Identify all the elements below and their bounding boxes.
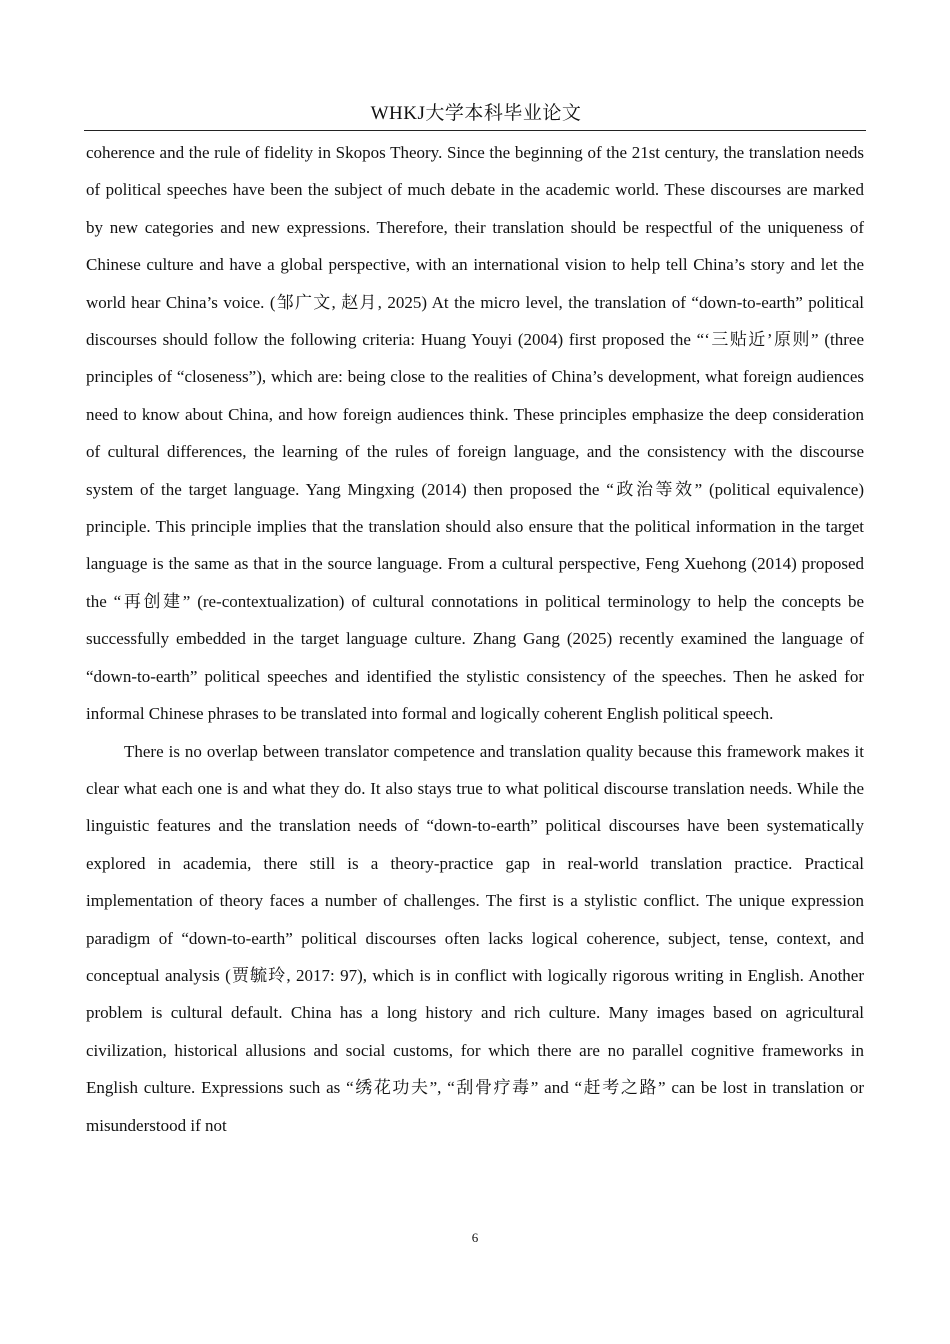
paragraph: There is no overlap between translator competence and translation quality because this framework makes it clear what each one is and what they do. It also stays true to what political discourse translation needs. While the linguistic features and the translation needs of “down-to-earth” political discourses have been systematically explored in academia, there still is a theory-practice gap in real-world translation practice. Practical implementation of theory faces a number of challenges. The first is a stylistic conflict. The unique expression paradigm of “down-to-earth” political discourses often lacks logical coherence, subject, tense, context, and conceptual analysis (贾毓玲, 2017: 97), which is in conflict with logically rigorous writing in English. Another problem is cultural default. China has a long history and rich culture. Many images based on agricultural civilization, historical allusions and social customs, for which there are no parallel cognitive frameworks in English culture. Expressions such as “绣花功夫”, “刮骨疗毒” and “赶考之路” can be lost in translation or misunderstood if not — [86, 741, 864, 1135]
header-divider — [84, 130, 866, 131]
paragraph-continuation: coherence and the rule of fidelity in Skopos Theory. Since the beginning of the 21st century, the translation needs of political speeches have been the subject of much debate in the academic world. These discourses are marked by new categories and new expressions. Therefore, their translation should be respectful of the uniqueness of Chinese culture and have a global perspective, with an international vision to help tell China’s story and let the world hear China’s voice. (邹广文, 赵月, 2025) At the micro level, the translation of “down-to-earth” political discourses should follow the following criteria: Huang Youyi (2004) first proposed the “‘三贴近’原则” (three principles of “closeness”), which are: being close to the realities of China’s development, what foreign audiences need to know about China, and how foreign audiences think. These principles emphasize the deep consideration of cultural differences, the learning of the rules of foreign language, and the consistency with the discourse system of the target language. Yang Mingxing (2014) then proposed the “政治等效” (political equivalence) principle. This principle implies that the translation should also ensure that the political information in the target language is the same as that in the source language. From a cultural perspective, Feng Xuehong (2014) proposed the “再创建” (re-contextualization) of cultural connotations in political terminology to help the concepts be successfully embedded in the target language culture. Zhang Gang (2025) recently examined the language of “down-to-earth” political speeches and identified the stylistic consistency of the speeches. Then he asked for informal Chinese phrases to be translated into formal and logically coherent English political speech. — [86, 143, 864, 724]
running-header: WHKJ大学本科毕业论文 — [370, 103, 582, 124]
body-text — [86, 134, 864, 1144]
page-number: 6 — [471, 1230, 479, 1245]
